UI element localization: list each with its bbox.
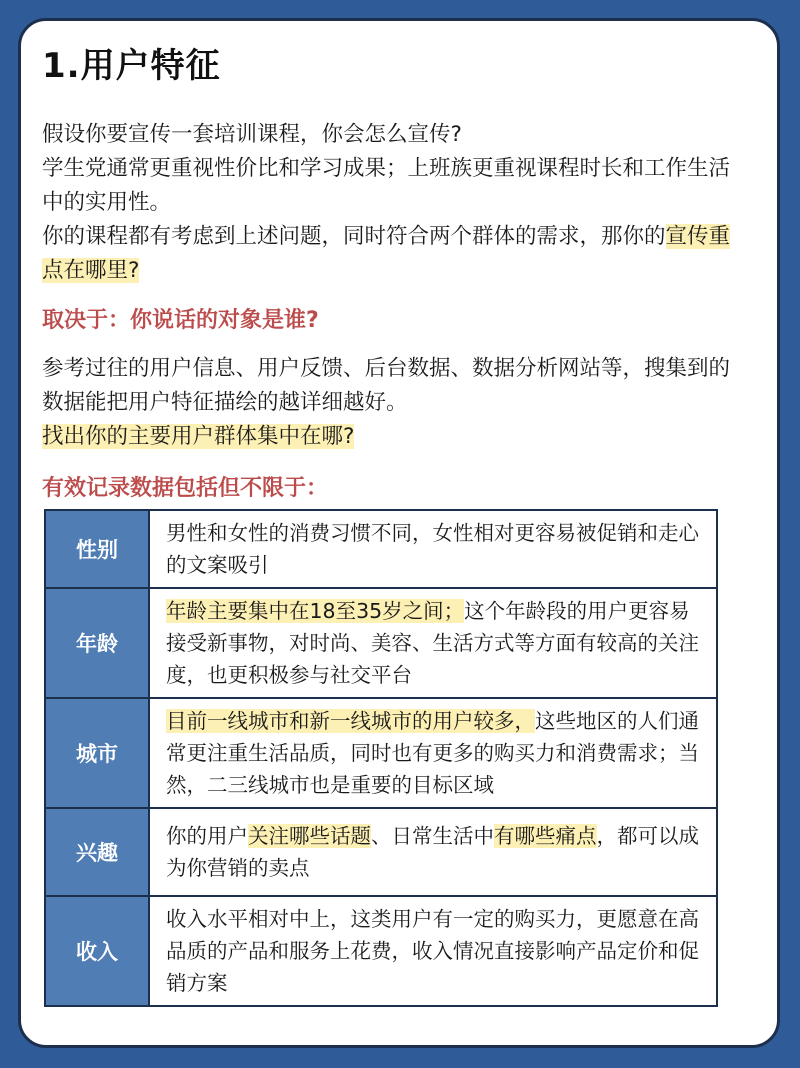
description-text: ，都可以成为你营销的卖点 bbox=[166, 824, 699, 880]
data-source-highlight-line bbox=[42, 420, 732, 454]
row-label: 城市 bbox=[45, 698, 149, 808]
row-description bbox=[149, 698, 717, 808]
intro-line-2: 学生党通常更重视性价比和学习成果；上班族更重视课程时长和工作生活中的实用性。 bbox=[42, 156, 731, 215]
row-description bbox=[149, 510, 717, 588]
intro-line-3 bbox=[42, 220, 732, 288]
row-description bbox=[149, 808, 717, 896]
row-label: 性别 bbox=[45, 510, 149, 588]
user-feature-table bbox=[44, 509, 718, 1007]
highlighted-text: 关注哪些话题 bbox=[248, 824, 371, 848]
highlighted-text: 有哪些痛点 bbox=[494, 824, 597, 848]
row-label: 兴趣 bbox=[45, 808, 149, 896]
table-row bbox=[45, 698, 717, 808]
data-source-highlight: 找出你的主要用户群体集中在哪? bbox=[42, 424, 355, 449]
table-row bbox=[45, 510, 717, 588]
row-label: 年龄 bbox=[45, 588, 149, 698]
description-text: 收入水平相对中上，这类用户有一定的购买力，更愿意在高品质的产品和服务上花费，收入情况直接影响产品定价和促销方案 bbox=[166, 907, 699, 995]
highlighted-text: 年龄主要集中在18至35岁之间； bbox=[166, 599, 465, 623]
description-text: 、日常生活中 bbox=[371, 824, 494, 848]
description-text: 你的用户 bbox=[166, 824, 248, 848]
table-row bbox=[45, 808, 717, 896]
data-source-text: 参考过往的用户信息、用户反馈、后台数据、数据分析网站等，搜集到的数据能把用户特征描绘的越详细越好。 bbox=[42, 356, 731, 415]
description-text: 这些地区的人们通常更注重生活品质，同时也有更多的购买力和消费需求；当然，二三线城市也是重要的目标区域 bbox=[166, 709, 699, 797]
row-description bbox=[149, 896, 717, 1006]
row-label: 收入 bbox=[45, 896, 149, 1006]
intro-highlight: 宣传重点在哪里? bbox=[42, 224, 731, 283]
section-heading-records: 有效记录数据包括但不限于： bbox=[42, 476, 329, 501]
intro-line-1: 假设你要宣传一套培训课程，你会怎么宣传? bbox=[42, 122, 462, 147]
intro-paragraph bbox=[42, 118, 732, 288]
section-heading-audience: 取决于：你说话的对象是谁? bbox=[42, 308, 319, 333]
table-row bbox=[45, 588, 717, 698]
highlighted-text: 目前一线城市和新一线城市的用户较多， bbox=[166, 709, 535, 733]
description-text: 这个年龄段的用户更容易接受新事物，对时尚、美容、生活方式等方面有较高的关注度，也更积极参与社交平台 bbox=[166, 599, 699, 687]
page-title: 1.用户特征 bbox=[42, 46, 221, 86]
data-source-paragraph bbox=[42, 352, 732, 454]
intro-line-3-text: 你的课程都有考虑到上述问题，同时符合两个群体的需求，那你的 bbox=[42, 224, 666, 249]
table-row bbox=[45, 896, 717, 1006]
description-text: 男性和女性的消费习惯不同，女性相对更容易被促销和走心的文案吸引 bbox=[166, 521, 699, 577]
row-description bbox=[149, 588, 717, 698]
